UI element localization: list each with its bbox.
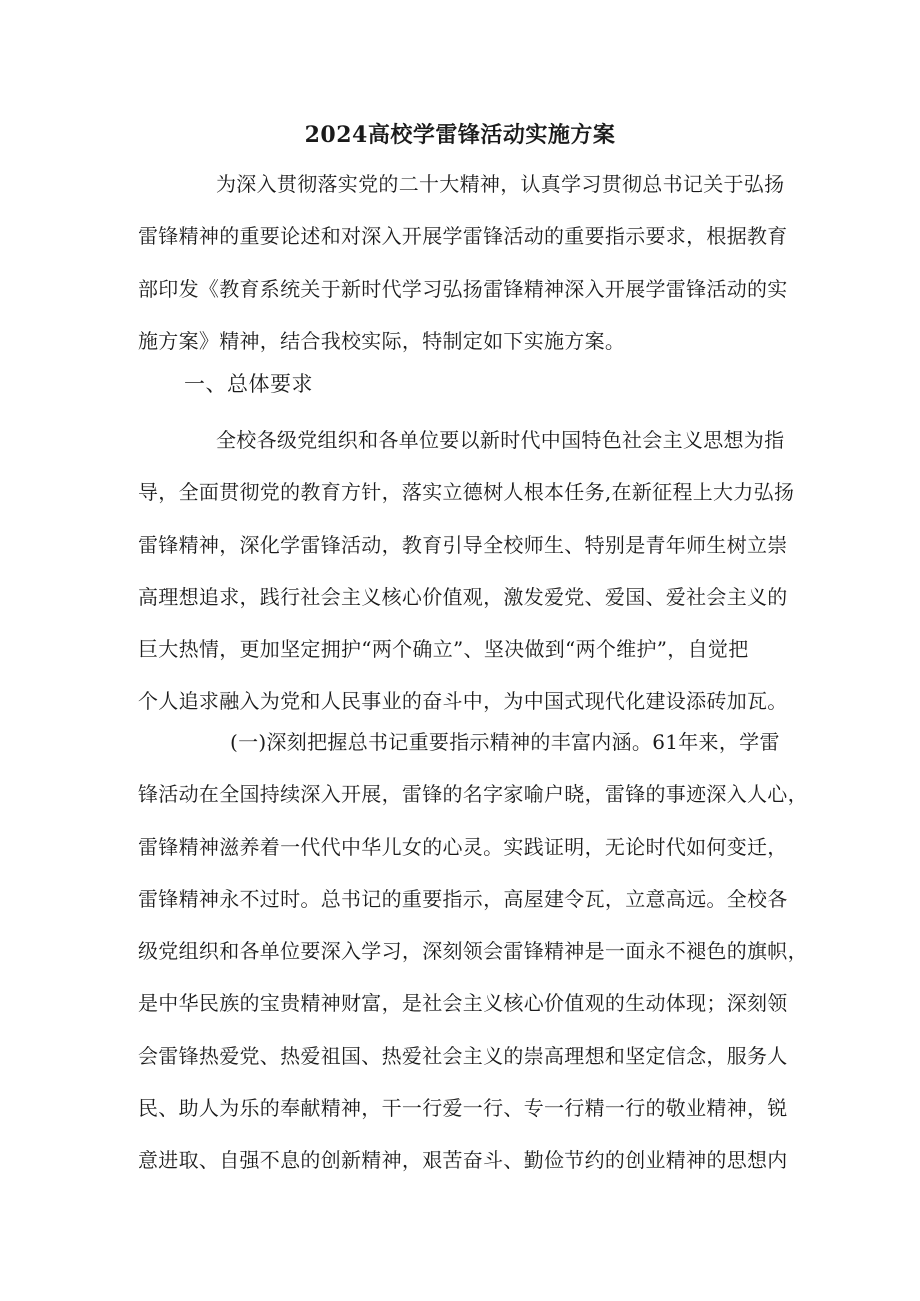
subsection1-line: 雷锋精神滋养着一代代中华儿女的心灵。实践证明，无论时代如何变迁， [138,834,788,859]
section1-paragraph [138,414,798,728]
section1-line: 高理想追求，践行社会主义核心价值观，激发爱党、爱国、爱社会主义的 [138,584,788,609]
intro-line: 施方案》精神，结合我校实际，特制定如下实施方案。 [138,328,626,353]
section-heading: 一、总体要求 [184,372,313,396]
intro-paragraph [138,158,798,367]
section1-line: 导，全面贯彻党的教育方针，落实立德树人根本任务,在新征程上大力弘扬 [138,480,795,505]
subsection1-line: 会雷锋热爱党、热爱祖国、热爱社会主义的崇高理想和坚定信念，服务人 [138,1043,788,1068]
subsection1-line: 锋活动在全国持续深入开展，雷锋的名字家喻户晓，雷锋的事迹深入人心， [138,782,808,807]
subsection1-line: 是中华民族的宝贵精神财富，是社会主义核心价值观的生动体现；深刻领 [138,991,788,1016]
subsection1-line: 级党组织和各单位要深入学习，深刻领会雷锋精神是一面永不褪色的旗帜， [138,939,808,964]
section1-line: 全校各级党组织和各单位要以新时代中国特色社会主义思想为指 [216,428,785,452]
section1-line: 雷锋精神，深化学雷锋活动，教育引导全校师生、特别是青年师生树立崇 [138,532,788,557]
intro-line: 雷锋精神的重要论述和对深入开展学雷锋活动的重要指示要求，根据教育 [138,224,788,249]
subsection1-line: 意进取、自强不息的创新精神，艰苦奋斗、勤俭节约的创业精神的思想内 [138,1148,788,1173]
document-title: 2024高校学雷锋活动实施方案 [304,122,616,148]
section1-line: 巨大热情，更加坚定拥护“两个确立”、坚决做到“两个维护”，自觉把 [138,637,749,662]
intro-line: 为深入贯彻落实党的二十大精神，认真学习贯彻总书记关于弘扬 [216,172,785,196]
intro-line: 部印发《教育系统关于新时代学习弘扬雷锋精神深入开展学雷锋活动的实 [138,276,788,301]
subsection1-line: 民、助人为乐的奉献精神，干一行爱一行、专一行精一行的敬业精神，锐 [138,1096,788,1121]
subsection1-paragraph [138,716,808,1187]
section1-line: 个人追求融入为党和人民事业的奋斗中，为中国式现代化建设添砖加瓦。 [138,689,788,714]
subsection1-line: (一)深刻把握总书记重要指示精神的丰富内涵。61年来，学雷 [230,730,780,754]
subsection1-line: 雷锋精神永不过时。总书记的重要指示，高屋建令瓦，立意高远。全校各 [138,886,788,911]
